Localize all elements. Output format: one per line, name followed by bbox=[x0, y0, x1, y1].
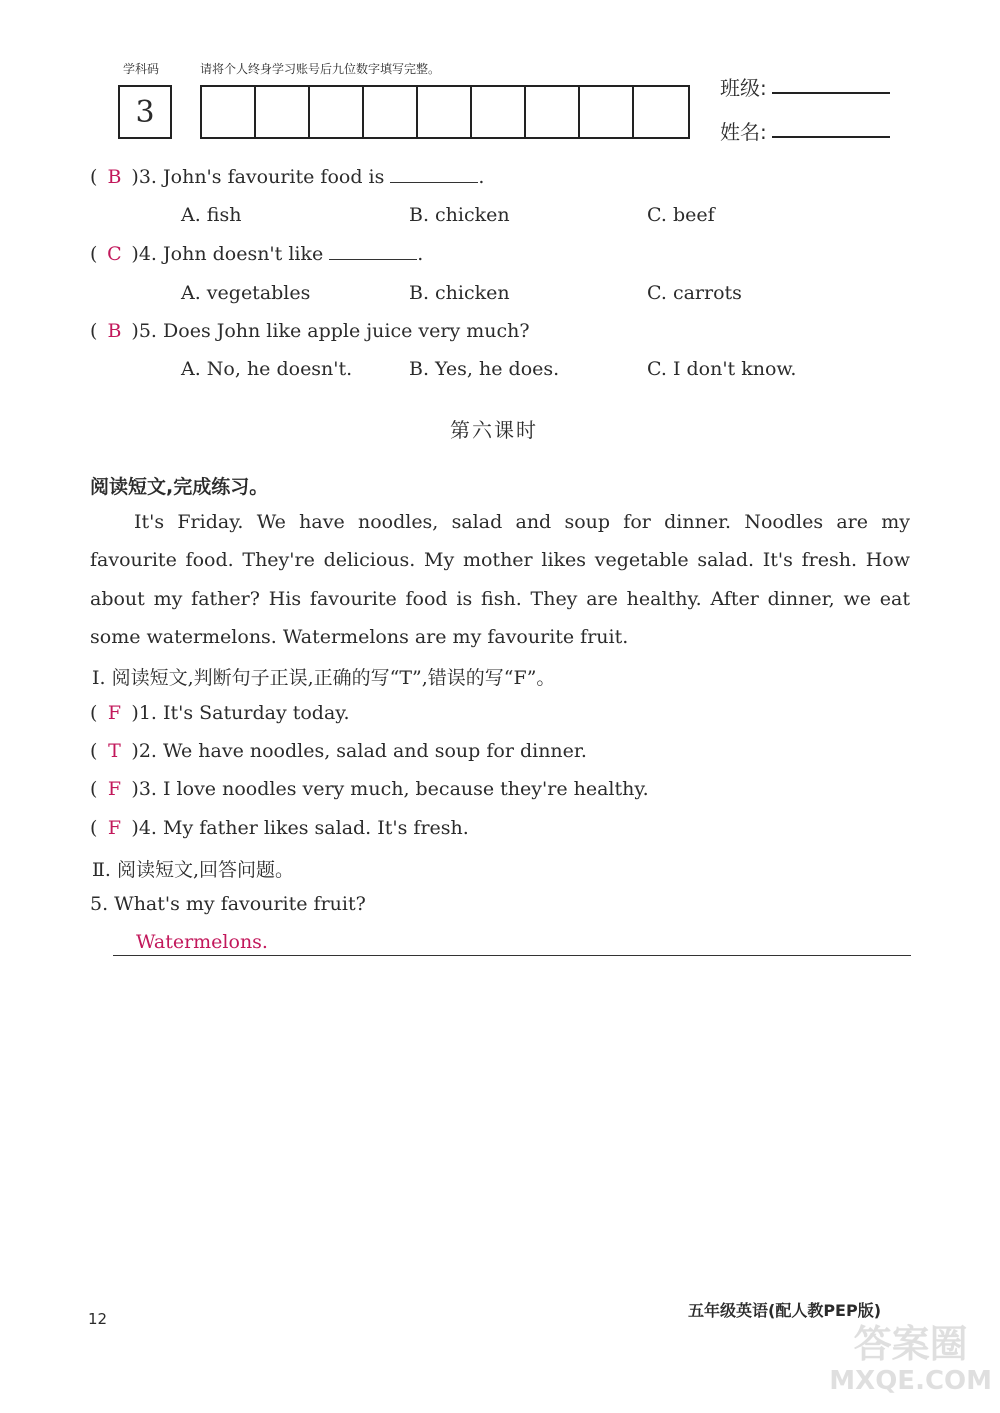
class-field[interactable] bbox=[772, 92, 890, 94]
tf-text: 2. We have noodles, salad and soup for dinner. bbox=[138, 740, 587, 762]
question-3: ( B )3. John's favourite food is . bbox=[90, 166, 485, 188]
tf-answer: F bbox=[107, 702, 122, 724]
tf-item-3: ( F )3. I love noodles very much, because they're healthy. bbox=[90, 778, 649, 800]
tf-text: 1. It's Saturday today. bbox=[138, 702, 350, 724]
question-number: 5. bbox=[138, 320, 157, 342]
class-label: 班级: bbox=[720, 76, 767, 100]
watermark-logo bbox=[829, 1322, 992, 1396]
subject-code-value: 3 bbox=[135, 94, 155, 130]
part2-title: Ⅱ. 阅读短文,回答问题。 bbox=[92, 859, 295, 881]
digit-box[interactable] bbox=[364, 87, 418, 137]
option-a: A. vegetables bbox=[181, 282, 311, 304]
book-title: 五年级英语(配人教PEP版) bbox=[688, 1301, 882, 1320]
name-field[interactable] bbox=[772, 136, 890, 138]
question-answer: B bbox=[107, 166, 122, 188]
subject-code-box bbox=[118, 85, 172, 139]
question-5: ( B )5. Does John like apple juice very much? bbox=[90, 320, 530, 342]
digit-box[interactable] bbox=[310, 87, 364, 137]
tf-answer: F bbox=[107, 778, 122, 800]
digit-box[interactable] bbox=[580, 87, 634, 137]
question-end: . bbox=[417, 243, 424, 265]
option-c: C. carrots bbox=[647, 282, 742, 304]
watermark-bottom: MXQE.COM bbox=[829, 1366, 992, 1396]
question-number: 3. bbox=[138, 166, 157, 188]
watermark-top: 答案圈 bbox=[853, 1322, 968, 1366]
option-b: B. chicken bbox=[409, 282, 510, 304]
reading-instruction: 阅读短文,完成练习。 bbox=[90, 476, 269, 498]
page-number: 12 bbox=[88, 1310, 108, 1328]
question-answer: C bbox=[107, 243, 122, 265]
digit-box[interactable] bbox=[634, 87, 688, 137]
answer-blank[interactable] bbox=[390, 182, 478, 183]
question-text: John's favourite food is bbox=[163, 166, 385, 188]
reading-passage bbox=[90, 503, 910, 656]
option-c: C. I don't know. bbox=[647, 358, 797, 380]
answer-blank[interactable] bbox=[329, 259, 417, 260]
digit-box[interactable] bbox=[418, 87, 472, 137]
option-c: C. beef bbox=[647, 204, 715, 226]
tf-item-4: ( F )4. My father likes salad. It's fresh. bbox=[90, 817, 469, 839]
answer-line bbox=[113, 955, 911, 956]
tf-text: 4. My father likes salad. It's fresh. bbox=[138, 817, 469, 839]
digit-box[interactable] bbox=[256, 87, 310, 137]
question-end: . bbox=[478, 166, 485, 188]
question-text: John doesn't like bbox=[163, 243, 324, 265]
digit-box[interactable] bbox=[472, 87, 526, 137]
tf-answer: F bbox=[107, 817, 122, 839]
subject-code-label: 学科码 bbox=[123, 62, 160, 76]
part2-question: 5. What's my favourite fruit? bbox=[90, 893, 366, 915]
digit-box[interactable] bbox=[526, 87, 580, 137]
account-instruction: 请将个人终身学习账号后九位数字填写完整。 bbox=[200, 62, 441, 76]
question-text: Does John like apple juice very much? bbox=[163, 320, 530, 342]
question-answer: B bbox=[107, 320, 122, 342]
question-4: ( C )4. John doesn't like . bbox=[90, 243, 424, 265]
option-a: A. fish bbox=[181, 204, 242, 226]
part1-title: Ⅰ. 阅读短文,判断句子正误,正确的写“T”,错误的写“F”。 bbox=[92, 667, 556, 689]
tf-item-1: ( F )1. It's Saturday today. bbox=[90, 702, 350, 724]
tf-text: 3. I love noodles very much, because they're healthy. bbox=[138, 778, 649, 800]
name-label: 姓名: bbox=[720, 120, 767, 144]
part2-answer: Watermelons. bbox=[136, 931, 268, 953]
tf-item-2: ( T )2. We have noodles, salad and soup for dinner. bbox=[90, 740, 587, 762]
section-title: 第六课时 bbox=[450, 418, 538, 442]
account-digit-boxes[interactable] bbox=[200, 85, 690, 139]
option-a: A. No, he doesn't. bbox=[181, 358, 353, 380]
tf-answer: T bbox=[108, 740, 121, 762]
option-b: B. Yes, he does. bbox=[409, 358, 560, 380]
digit-box[interactable] bbox=[202, 87, 256, 137]
question-number: 4. bbox=[138, 243, 157, 265]
option-b: B. chicken bbox=[409, 204, 510, 226]
passage-text: It's Friday. We have noodles, salad and soup for dinner. Noodles are my favourite food. They're delicious. My mother likes vegetable salad. It's fresh. How about my father? His favourite food is fish. They are healthy. After dinner, we eat some watermelons. Watermelons are my favourite fruit. bbox=[90, 511, 910, 648]
